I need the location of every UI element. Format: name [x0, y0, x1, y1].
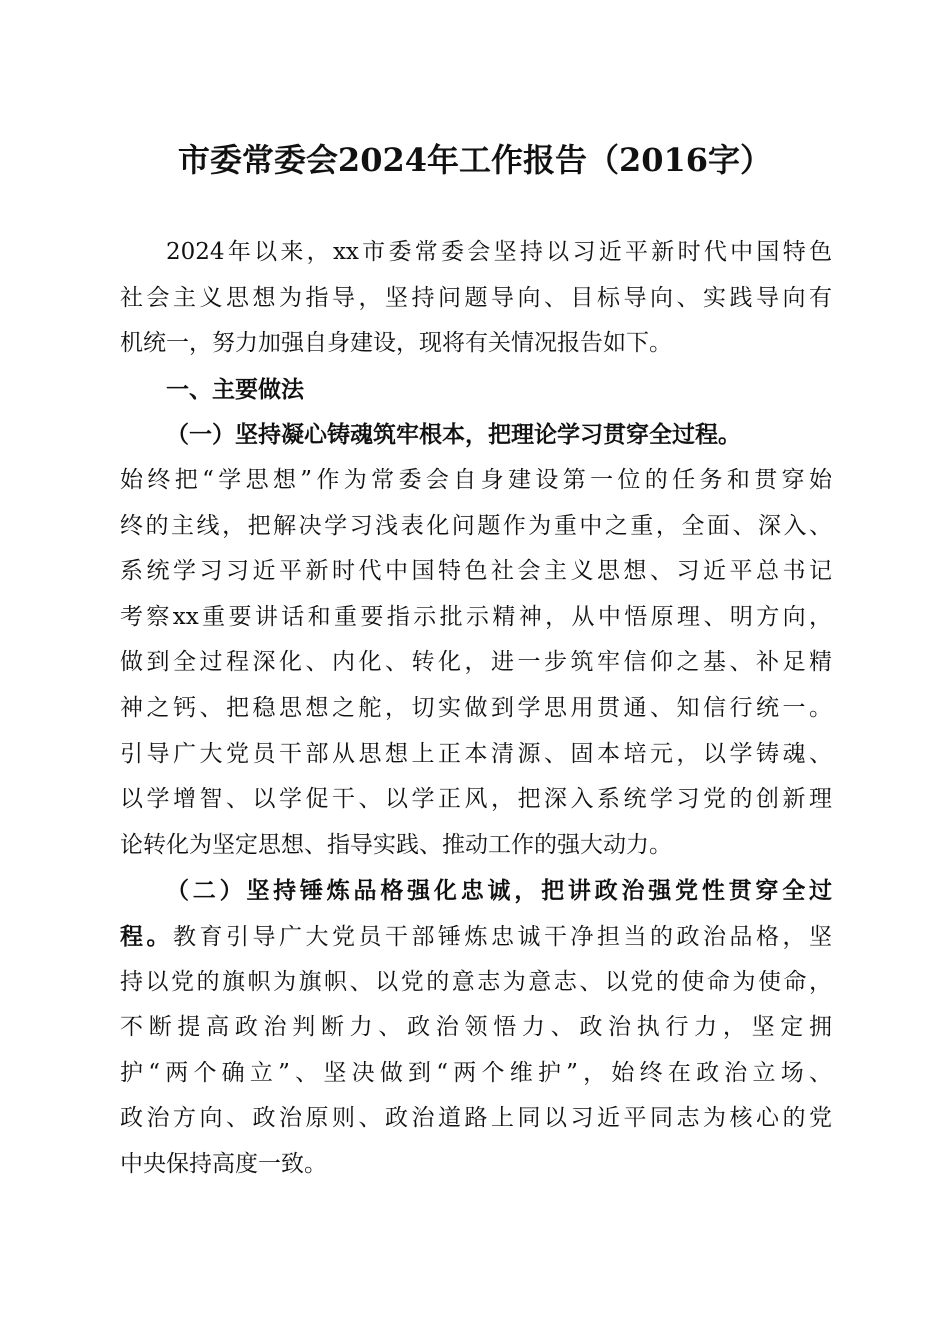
- item1-line: 引导广大党员干部从思想上正本清源、固本培元，以学铸魂、: [120, 740, 832, 767]
- intro-line: 机统一，努力加强自身建设，现将有关情况报告如下。: [120, 330, 672, 357]
- item1-line: 系统学习习近平新时代中国特色社会主义思想、习近平总书记: [120, 558, 832, 585]
- intro-line: 社会主义思想为指导，坚持问题导向、目标导向、实践导向有: [120, 284, 832, 311]
- item2-heading-tail: 程。: [120, 922, 173, 950]
- item1-line: 以学增智、以学促干、以学正风，把深入系统学习党的创新理: [120, 786, 832, 813]
- item1-line: 做到全过程深化、内化、转化，进一步筑牢信仰之基、补足精: [120, 649, 832, 676]
- item1-line: 论转化为坚定思想、指导实践、推动工作的强大动力。: [120, 831, 672, 858]
- item2-heading: （二）坚持锤炼品格强化忠诚，把讲政治强党性贯穿全过: [166, 877, 832, 905]
- item2-line: 政治方向、政治原则、政治道路上同以习近平同志为核心的党: [120, 1105, 832, 1132]
- section-heading: 一、主要做法: [166, 375, 304, 403]
- item2-line: 不断提高政治判断力、政治领悟力、政治执行力，坚定拥: [120, 1014, 832, 1041]
- document-title: 市委常委会2024年工作报告（2016字）: [177, 141, 773, 179]
- document-body: [120, 230, 832, 1187]
- item2-body-first: 教育引导广大党员干部锤炼忠诚干净担当的政治品格，坚: [173, 923, 832, 950]
- item1-heading: （一）坚持凝心铸魂筑牢根本，把理论学习贯穿全过程。: [166, 421, 741, 449]
- item1-line: 考察xx重要讲话和重要指示批示精神，从中悟原理、明方向，: [120, 603, 832, 630]
- item1-line: 始终把“学思想”作为常委会自身建设第一位的任务和贯穿始: [120, 466, 832, 493]
- item2-line: 持以党的旗帜为旗帜、以党的意志为意志、以党的使命为使命，: [120, 968, 832, 995]
- item1-line: 神之钙、把稳思想之舵，切实做到学思用贯通、知信行统一。: [120, 694, 832, 721]
- item2-line: 护“两个确立”、坚决做到“两个维护”，始终在政治立场、: [120, 1059, 832, 1086]
- item2-line: 中央保持高度一致。: [120, 1150, 327, 1177]
- item2-line: [120, 914, 832, 960]
- intro-line: 2024年以来，xx市委常委会坚持以习近平新时代中国特色: [166, 239, 832, 265]
- item1-line: 终的主线，把解决学习浅表化问题作为重中之重，全面、深入、: [120, 512, 832, 539]
